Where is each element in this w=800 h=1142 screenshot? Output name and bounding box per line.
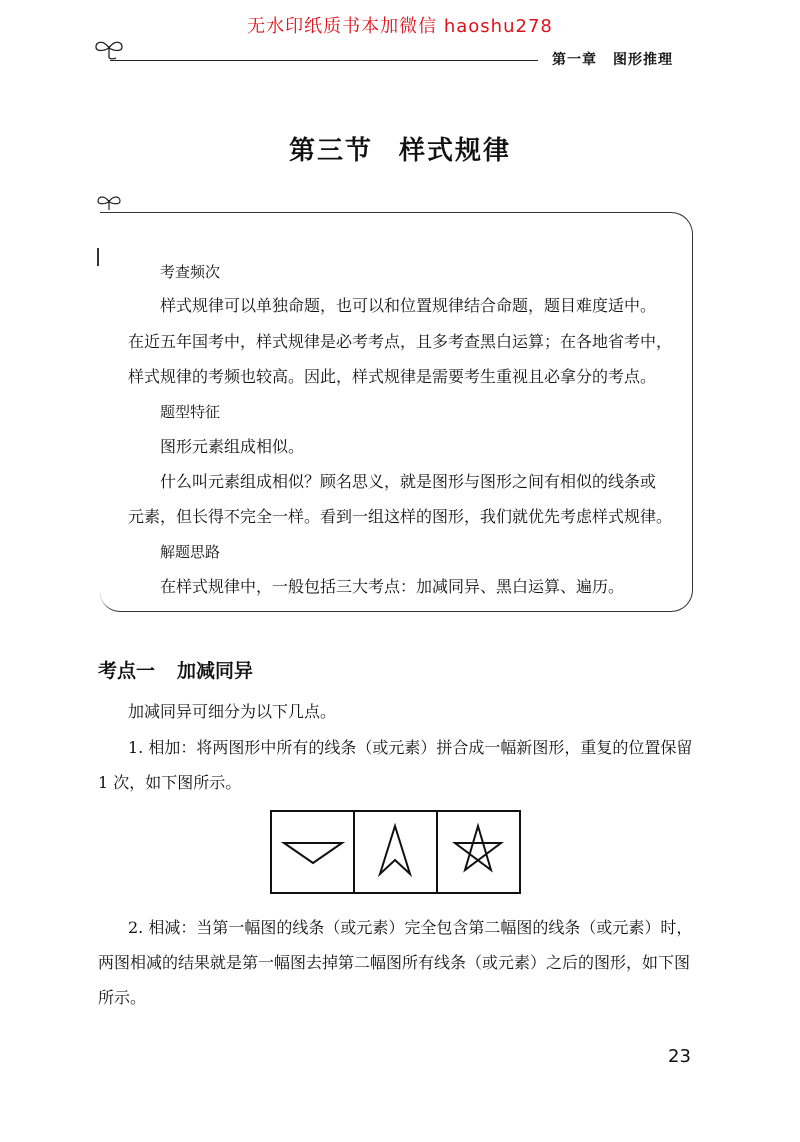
figure-cell	[270, 810, 355, 894]
section-name: 样式规律	[399, 136, 512, 166]
body-item1-line: 1 次，如下图所示。	[98, 773, 242, 792]
body-item2-line: 两图相减的结果就是第一幅图去掉第二幅图所有线条（或元素）之后的图形，如下图	[98, 953, 691, 972]
frequency-line: 样式规律可以单独命题，也可以和位置规律结合命题，题目难度适中。	[160, 296, 657, 315]
approach-label: 解题思路	[160, 543, 221, 561]
kaodian-title: 加减同异	[177, 660, 254, 682]
body-item1-line: 1. 相加：将两图形中所有的线条（或元素）拼合成一幅新图形，重复的位置保留	[128, 738, 693, 757]
chapter-number: 第一章	[552, 52, 597, 68]
addition-figure	[270, 810, 520, 892]
features-line: 图形元素组成相似。	[160, 437, 305, 456]
figure-cell	[436, 810, 521, 894]
sprout-icon	[94, 192, 124, 212]
chapter-title: 图形推理	[613, 52, 673, 68]
kaodian-number: 考点一	[98, 660, 156, 682]
arrowhead-icon	[355, 812, 436, 892]
features-explain-line: 什么叫元素组成相似？顾名思义，就是图形与图形之间有相似的线条或	[160, 472, 657, 491]
features-label: 题型特征	[160, 403, 221, 421]
features-explain-line: 元素，但长得不完全一样。看到一组这样的图形，我们就优先考虑样式规律。	[128, 507, 673, 526]
sprout-icon	[92, 38, 126, 60]
chapter-header	[552, 49, 673, 69]
info-box-left-mark	[97, 248, 99, 266]
frequency-line: 在近五年国考中，样式规律是必考考点，且多考查黑白运算；在各地省考中，	[128, 332, 673, 351]
watermark-text: 无水印纸质书本加微信 haoshu278	[247, 16, 553, 37]
frequency-line: 样式规律的考频也较高。因此，样式规律是需要考生重视且必拿分的考点。	[128, 367, 657, 386]
header-rule	[110, 60, 538, 61]
star-icon	[438, 812, 519, 892]
body-item2-line: 所示。	[98, 988, 147, 1007]
section-title	[0, 130, 800, 167]
figure-cell	[353, 810, 438, 894]
body-item2-line: 2. 相减：当第一幅图的线条（或元素）完全包含第二幅图的线条（或元素）时，	[128, 918, 693, 937]
approach-line: 在样式规律中，一般包括三大考点：加减同异、黑白运算、遍历。	[160, 577, 625, 596]
body-intro: 加减同异可细分为以下几点。	[128, 702, 337, 721]
section-number: 第三节	[288, 136, 373, 166]
page-number: 23	[668, 1046, 691, 1067]
frequency-label: 考查频次	[160, 263, 221, 281]
down-triangle-icon	[272, 812, 353, 892]
kaodian-heading	[98, 656, 253, 683]
